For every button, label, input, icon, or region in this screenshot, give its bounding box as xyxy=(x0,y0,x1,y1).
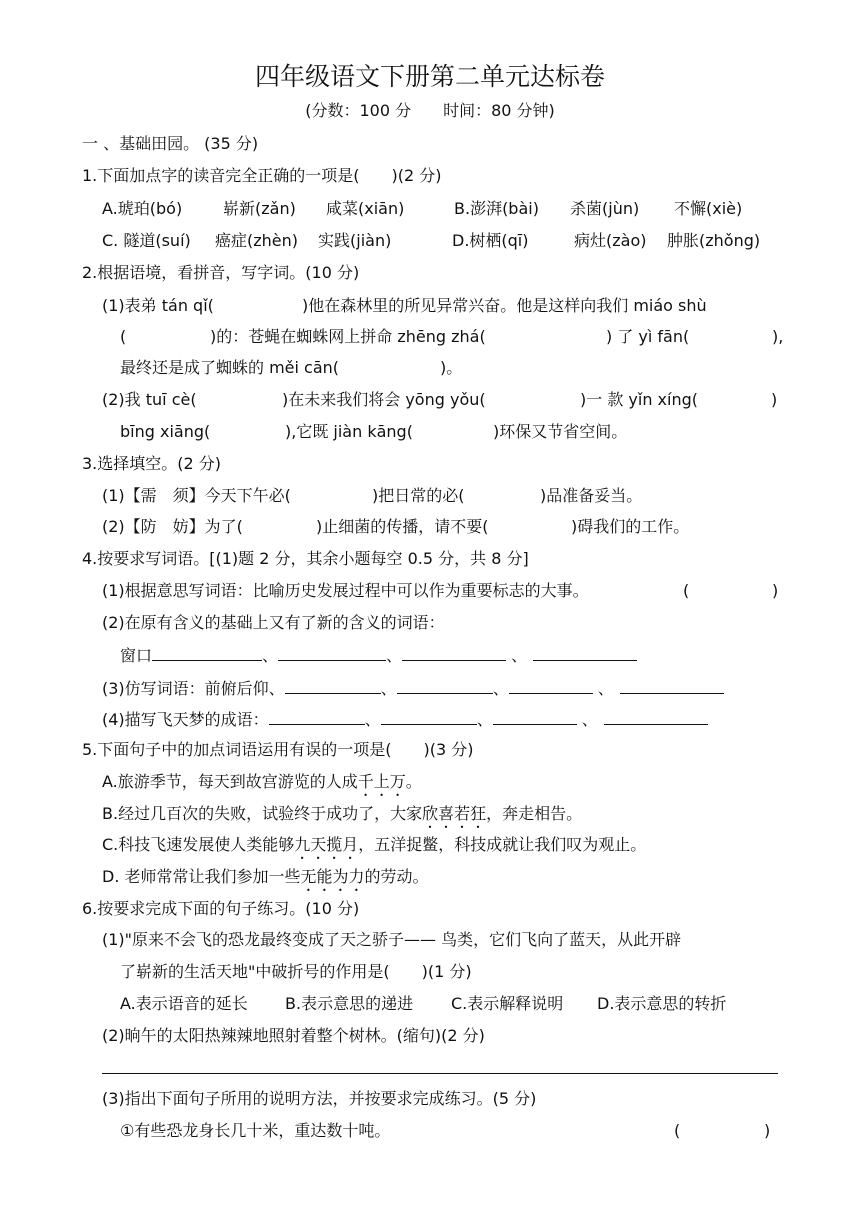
separator: 、 xyxy=(262,646,279,665)
section-heading: 一 、基础田园。 (35 分) xyxy=(82,134,259,153)
q4-item-1: (1)根据意思写词语：比喻历史发展过程中可以作为重要标志的大事。 xyxy=(102,581,589,600)
q5-option-b xyxy=(102,804,582,832)
separator: 、 xyxy=(386,646,403,665)
q6-item-1: 了崭新的生活天地"中破折号的作用是( )(1 分) xyxy=(120,962,472,981)
q3-text: )品准备妥当。 xyxy=(540,486,643,505)
q1-option-a-item: A.琥珀(bó) xyxy=(102,199,183,218)
q1-option-c-item: 实践(jiàn) xyxy=(318,231,392,250)
q5-text: C.科技飞速发展使人类能够 xyxy=(102,835,295,854)
separator: 、 xyxy=(380,679,397,698)
q3-text: )把日常的必( xyxy=(372,486,465,505)
q6-option: B.表示意思的递进 xyxy=(285,994,414,1013)
separator: 、 xyxy=(592,679,614,698)
question-4-stem: 4.按要求写词语。[(1)题 2 分，其余小题每空 0.5 分，共 8 分] xyxy=(82,549,529,568)
q6-item-3: (3)指出下面句子所用的说明方法，并按要求完成练习。(5 分) xyxy=(102,1089,537,1108)
q5-text: A.旅游季节，每天到故宫游览的人成 xyxy=(102,772,358,791)
q2-text: ( xyxy=(120,327,127,346)
q1-option-c-item: C. 隧道(suí) xyxy=(102,231,191,250)
q2-text: ) xyxy=(771,390,778,409)
q1-option-a-item: 咸菜(xiān) xyxy=(326,199,405,218)
q5-text: 。 xyxy=(405,772,422,791)
q2-text: bīng xiāng( xyxy=(120,422,211,441)
q4-item-4-label: (4)描写飞天梦的成语： xyxy=(102,710,269,729)
q1-option-b-item: 杀菌(jùn) xyxy=(570,199,640,218)
q4-item-4 xyxy=(102,709,708,730)
answer-blank[interactable] xyxy=(278,645,386,661)
q5-option-c xyxy=(102,835,646,863)
q3-text: )止细菌的传播，请不要( xyxy=(316,517,489,536)
q2-text: (2)我 tuī cè( xyxy=(102,390,197,409)
q5-option-d xyxy=(102,867,429,895)
q5-text: D. 老师常常让我们参加一些 xyxy=(102,867,301,886)
separator: 、 xyxy=(576,710,598,729)
q5-option-a xyxy=(102,772,422,800)
q3-text: (2)【防 妨】为了( xyxy=(102,517,243,536)
q4-item-3 xyxy=(102,678,724,699)
q6-item-1: (1)"原来不会飞的恐龙最终变成了天之骄子—— 鸟类，它们飞向了蓝天，从此开辟 xyxy=(102,930,682,949)
q2-text: )在未来我们将会 yōng yǒu( xyxy=(282,390,486,409)
q1-option-d-item: 病灶(zào) xyxy=(574,231,647,250)
q2-text: )他在森林里的所见异常兴奋。他是这样向我们 miáo shù xyxy=(302,296,707,315)
q4-item-1-paren: ) xyxy=(772,581,779,600)
dotted-word: 千上万 xyxy=(357,772,406,791)
answer-blank[interactable] xyxy=(269,709,365,725)
answer-blank[interactable] xyxy=(285,678,381,694)
q5-text: B.经过几百次的失败，试验终于成功了，大家 xyxy=(102,804,423,823)
separator: 、 xyxy=(492,679,509,698)
q1-option-b-item: B.澎湃(bài) xyxy=(454,199,539,218)
question-1-stem: 1.下面加点字的读音完全正确的一项是( )(2 分) xyxy=(82,166,442,185)
answer-blank[interactable] xyxy=(509,678,593,694)
q6-item-3-paren: ( xyxy=(674,1121,681,1140)
q6-item-2: (2)晌午的太阳热辣辣地照射着整个树林。(缩句)(2 分) xyxy=(102,1026,485,1045)
q2-text: (1)表弟 tán qǐ( xyxy=(102,296,214,315)
answer-blank[interactable] xyxy=(493,709,577,725)
q4-item-2: (2)在原有含义的基础上又有了新的含义的词语： xyxy=(102,613,445,632)
answer-line[interactable] xyxy=(102,1073,778,1074)
separator: 、 xyxy=(506,646,528,665)
page-title: 四年级语文下册第二单元达标卷 xyxy=(254,62,605,91)
q5-text: ，奔走相告。 xyxy=(486,804,583,823)
q2-text: 最终还是成了蜘蛛的 měi cān( xyxy=(120,358,340,377)
q2-text: ),它既 jiàn kāng( xyxy=(285,422,413,441)
q5-text: 的劳动。 xyxy=(364,867,429,886)
q3-text: (1)【需 须】今天下午必( xyxy=(102,486,291,505)
q2-text: )的：苍蝇在蜘蛛网上拼命 zhēng zhá( xyxy=(210,327,486,346)
answer-blank[interactable] xyxy=(533,645,637,661)
q3-text: )碍我们的工作。 xyxy=(571,517,690,536)
answer-blank[interactable] xyxy=(604,709,708,725)
separator: 、 xyxy=(476,710,493,729)
q6-option: A.表示语音的延长 xyxy=(120,994,248,1013)
dotted-word: 无能为力 xyxy=(300,867,365,886)
q1-option-d-item: D.树栖(qī) xyxy=(452,231,529,250)
q2-text: )环保又节省空间。 xyxy=(493,422,628,441)
q2-text: )。 xyxy=(440,358,463,377)
q4-word: 窗口 xyxy=(120,646,153,665)
question-5-stem: 5.下面句子中的加点词语运用有误的一项是( )(3 分) xyxy=(82,740,474,759)
q1-option-c-item: 癌症(zhèn) xyxy=(215,231,299,250)
q1-option-d-item: 肿胀(zhǒng) xyxy=(667,231,761,250)
q6-item-3-paren: ) xyxy=(764,1121,771,1140)
answer-blank[interactable] xyxy=(381,709,477,725)
q6-option: D.表示意思的转折 xyxy=(597,994,727,1013)
q2-text: ), xyxy=(772,327,784,346)
question-2-stem: 2.根据语境，看拼音，写字词。(10 分) xyxy=(82,263,360,282)
answer-blank[interactable] xyxy=(620,678,724,694)
q1-option-a-item: 崭新(zǎn) xyxy=(223,199,296,218)
dotted-word: 欣喜若狂 xyxy=(422,804,487,823)
q2-text: )一 款 yǐn xíng( xyxy=(580,390,699,409)
question-6-stem: 6.按要求完成下面的句子练习。(10 分) xyxy=(82,899,360,918)
separator: 、 xyxy=(364,710,381,729)
q5-text: ，五洋捉鳖，科技成就让我们叹为观止。 xyxy=(358,835,647,854)
answer-blank[interactable] xyxy=(152,645,262,661)
q4-item-2-blanks xyxy=(120,645,637,666)
page-subtitle: (分数：100 分 时间：80 分钟) xyxy=(305,101,555,120)
q4-item-1-paren: ( xyxy=(683,581,690,600)
dotted-word: 九天揽月 xyxy=(294,835,359,854)
q2-text: ) 了 yì fān( xyxy=(606,327,690,346)
q6-option: C.表示解释说明 xyxy=(451,994,564,1013)
answer-blank[interactable] xyxy=(397,678,493,694)
q4-item-3-label: (3)仿写词语：前俯后仰、 xyxy=(102,679,285,698)
question-3-stem: 3.选择填空。(2 分) xyxy=(82,454,222,473)
q1-option-b-item: 不懈(xiè) xyxy=(674,199,743,218)
q6-item-3-sentence: ①有些恐龙身长几十米，重达数十吨。 xyxy=(120,1121,391,1140)
answer-blank[interactable] xyxy=(402,645,506,661)
